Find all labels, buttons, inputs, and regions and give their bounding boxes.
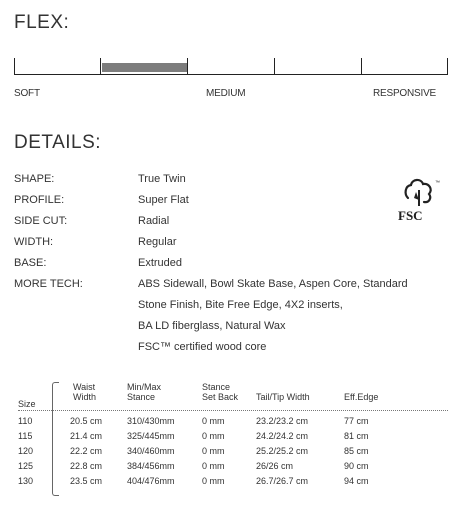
detail-key: WIDTH: [14,236,54,248]
cell-effedge: 77 cm [344,416,369,426]
flex-heading: FLEX: [14,12,70,33]
detail-value-cont: BA LD fiberglass, Natural Wax [138,320,286,332]
detail-row-shape [14,169,454,190]
flex-tick-6 [447,58,448,74]
detail-value: Regular [138,236,177,248]
cell-stance: 340/460mm [127,446,175,456]
cell-size: 110 [18,416,33,426]
cell-waist: 23.5 cm [70,476,103,486]
cell-setback: 0 mm [202,446,225,456]
cell-tailtip: 25.2/25.2 cm [256,446,309,456]
detail-value: Extruded [138,257,183,269]
header-waist-2: Width [73,392,97,402]
flex-label-soft: SOFT [14,88,40,99]
detail-value: Super Flat [138,194,189,206]
cell-size: 130 [18,476,34,486]
cell-waist: 20.5 cm [70,416,103,426]
table-row [18,476,448,488]
fsc-logo-text: FSC [398,208,423,223]
flex-tick-3 [187,58,188,74]
table-row [18,446,448,458]
detail-key: MORE TECH: [14,278,83,290]
detail-row-profile [14,190,454,211]
cell-stance: 404/476mm [127,476,175,486]
cell-stance: 325/445mm [127,431,175,441]
detail-value: True Twin [138,173,186,185]
cell-setback: 0 mm [202,416,225,426]
detail-value: Radial [138,215,170,227]
details-heading: DETAILS: [14,132,102,153]
flex-rating-fill [102,63,187,72]
cell-effedge: 81 cm [344,431,369,441]
flex-tick-5 [361,58,362,74]
cell-setback: 0 mm [202,461,225,471]
cell-tailtip: 26/26 cm [256,461,294,471]
detail-value-cont: FSC™ certified wood core [138,341,267,353]
cell-tailtip: 23.2/23.2 cm [256,416,309,426]
detail-row-more-tech [14,274,454,295]
cell-setback: 0 mm [202,476,225,486]
table-row [18,431,448,443]
header-waist-1: Waist [73,382,96,392]
flex-tick-1 [14,58,15,74]
cell-size: 125 [18,461,34,471]
detail-row-width [14,232,454,253]
flex-scale [14,58,448,78]
header-tailtip: Tail/Tip Width [256,392,310,402]
cell-waist: 22.2 cm [70,446,103,456]
detail-key: SIDE CUT: [14,215,68,227]
flex-label-medium: MEDIUM [206,88,246,99]
details-list [14,169,454,358]
cell-size: 115 [18,431,33,441]
detail-key: BASE: [14,257,47,269]
table-row [18,461,448,473]
detail-more-tech-line-2 [14,295,454,316]
svg-text:™: ™ [435,180,440,186]
cell-stance: 384/456mm [127,461,175,471]
header-size: Size [18,399,36,409]
table-row [18,416,448,428]
cell-effedge: 85 cm [344,446,369,456]
header-effedge: Eff.Edge [344,392,379,402]
detail-key: SHAPE: [14,173,55,185]
detail-value-cont: Stone Finish, Bite Free Edge, 4X2 inserts, [138,299,343,311]
cell-tailtip: 24.2/24.2 cm [256,431,309,441]
cell-waist: 21.4 cm [70,431,103,441]
fsc-logo [394,174,444,224]
cell-setback: 0 mm [202,431,225,441]
header-stance-2: Stance [127,392,156,402]
cell-effedge: 94 cm [344,476,369,486]
size-table [18,382,448,494]
flex-label-responsive: RESPONSIVE [373,88,437,99]
table-divider [18,410,448,411]
detail-row-base [14,253,454,274]
detail-key: PROFILE: [14,194,65,206]
cell-stance: 310/430mm [127,416,175,426]
flex-track [14,74,448,75]
header-setback-2: Set Back [202,392,239,402]
header-stance-1: Min/Max [127,382,162,392]
detail-row-sidecut [14,211,454,232]
cell-waist: 22.8 cm [70,461,103,471]
header-setback-1: Stance [202,382,231,392]
cell-effedge: 90 cm [344,461,369,471]
detail-value: ABS Sidewall, Bowl Skate Base, Aspen Core, Standard [138,278,408,290]
detail-more-tech-line-3 [14,316,454,337]
cell-tailtip: 26.7/26.7 cm [256,476,309,486]
flex-tick-4 [274,58,275,74]
detail-more-tech-line-4 [14,337,454,358]
cell-size: 120 [18,446,34,456]
